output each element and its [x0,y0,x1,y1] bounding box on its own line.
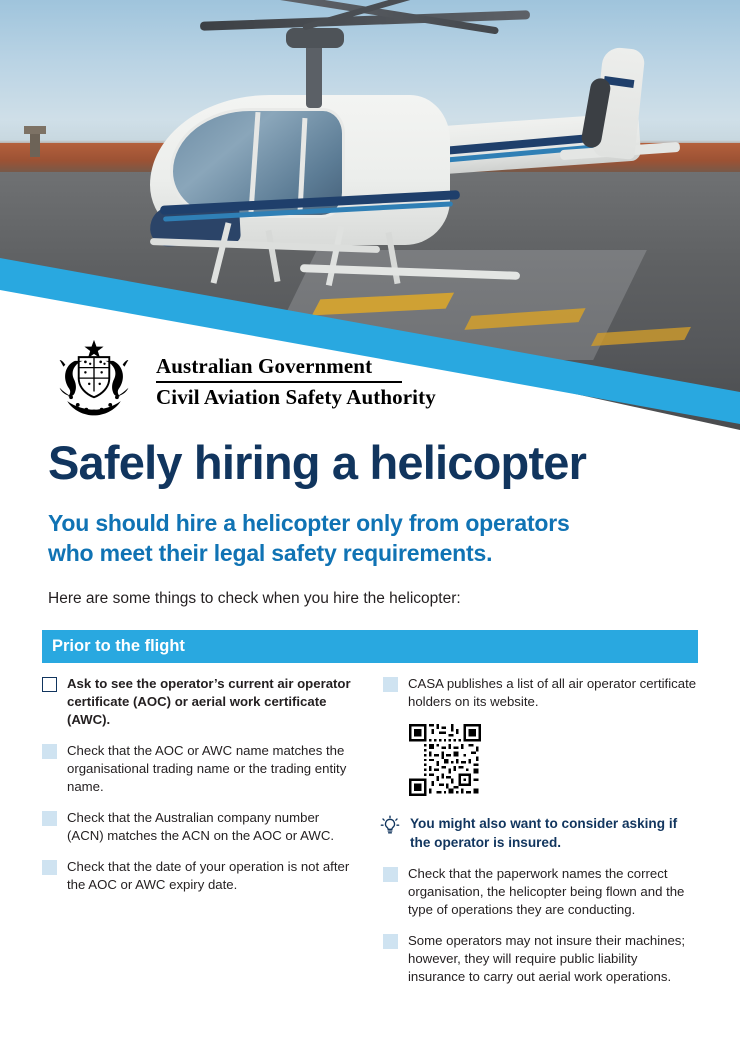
government-name: Australian Government [156,353,373,378]
lightbulb-icon [380,815,400,837]
checklist-item-label: Some operators may not insure their machines; however, they will require public liability insurance to carry out aerial work operations. [408,932,686,984]
intro-text: Here are some things to check when you hire the helicopter: [48,590,461,608]
checklist-item[interactable] [383,675,698,711]
wordmark-divider [156,381,402,383]
checklist-item-label: Check that the paperwork names the correct organisation, the helicopter being flown and the type of operations they are conducting. [408,866,685,917]
qr-code-icon[interactable] [409,724,481,796]
agency-name: Civil Aviation Safety Authority [156,384,436,409]
hero-image [0,0,740,430]
page-subtitle: You should hire a helicopter only from operators who meet their legal safety requirements. [48,510,570,566]
masthead [46,338,436,424]
checkbox-filled-icon[interactable] [42,860,57,875]
checklist-right-column [383,675,698,999]
checkbox-outline-icon[interactable] [42,677,57,692]
checklist-item-label: Check that the date of your operation is not after the AOC or AWC expiry date. [67,858,350,892]
page-title: Safely hiring a helicopter [48,436,587,489]
checklist-item[interactable] [383,865,698,919]
section-heading: Prior to the flight [42,630,698,663]
rotor-mast [306,38,322,108]
government-wordmark [156,353,436,410]
insurance-tip [383,815,698,852]
checklist-item-label: Check that the AOC or AWC name matches the organisational trading name or the trading entity name. [67,743,347,794]
document-body [0,438,740,999]
checkbox-filled-icon[interactable] [42,744,57,759]
checklist-left-column [42,675,357,999]
checklist-item[interactable] [42,809,357,845]
checklist-item[interactable] [42,675,357,729]
checkbox-filled-icon[interactable] [42,811,57,826]
checklist-item-label: Ask to see the operator’s current air operator certificate (AOC) or aerial work certificate (AWC). [67,676,351,728]
qr-code[interactable] [409,724,698,801]
checkbox-filled-icon[interactable] [383,867,398,882]
insurance-tip-label: You might also want to consider asking if the operator is insured. [410,816,678,850]
checkbox-filled-icon[interactable] [383,934,398,949]
rotor-hub [286,28,344,48]
checklist-item-label: CASA publishes a list of all air operator certificate holders on its website. [408,676,697,710]
checklist-item[interactable] [383,932,698,986]
checkbox-filled-icon[interactable] [383,677,398,692]
checklist-item-label: Check that the Australian company number (ACN) matches the ACN on the AOC or AWC. [67,809,335,843]
australian-coat-of-arms-icon [46,338,142,424]
checklist-item[interactable] [42,742,357,796]
checklist-item[interactable] [42,858,357,894]
checklist-columns [0,663,740,999]
